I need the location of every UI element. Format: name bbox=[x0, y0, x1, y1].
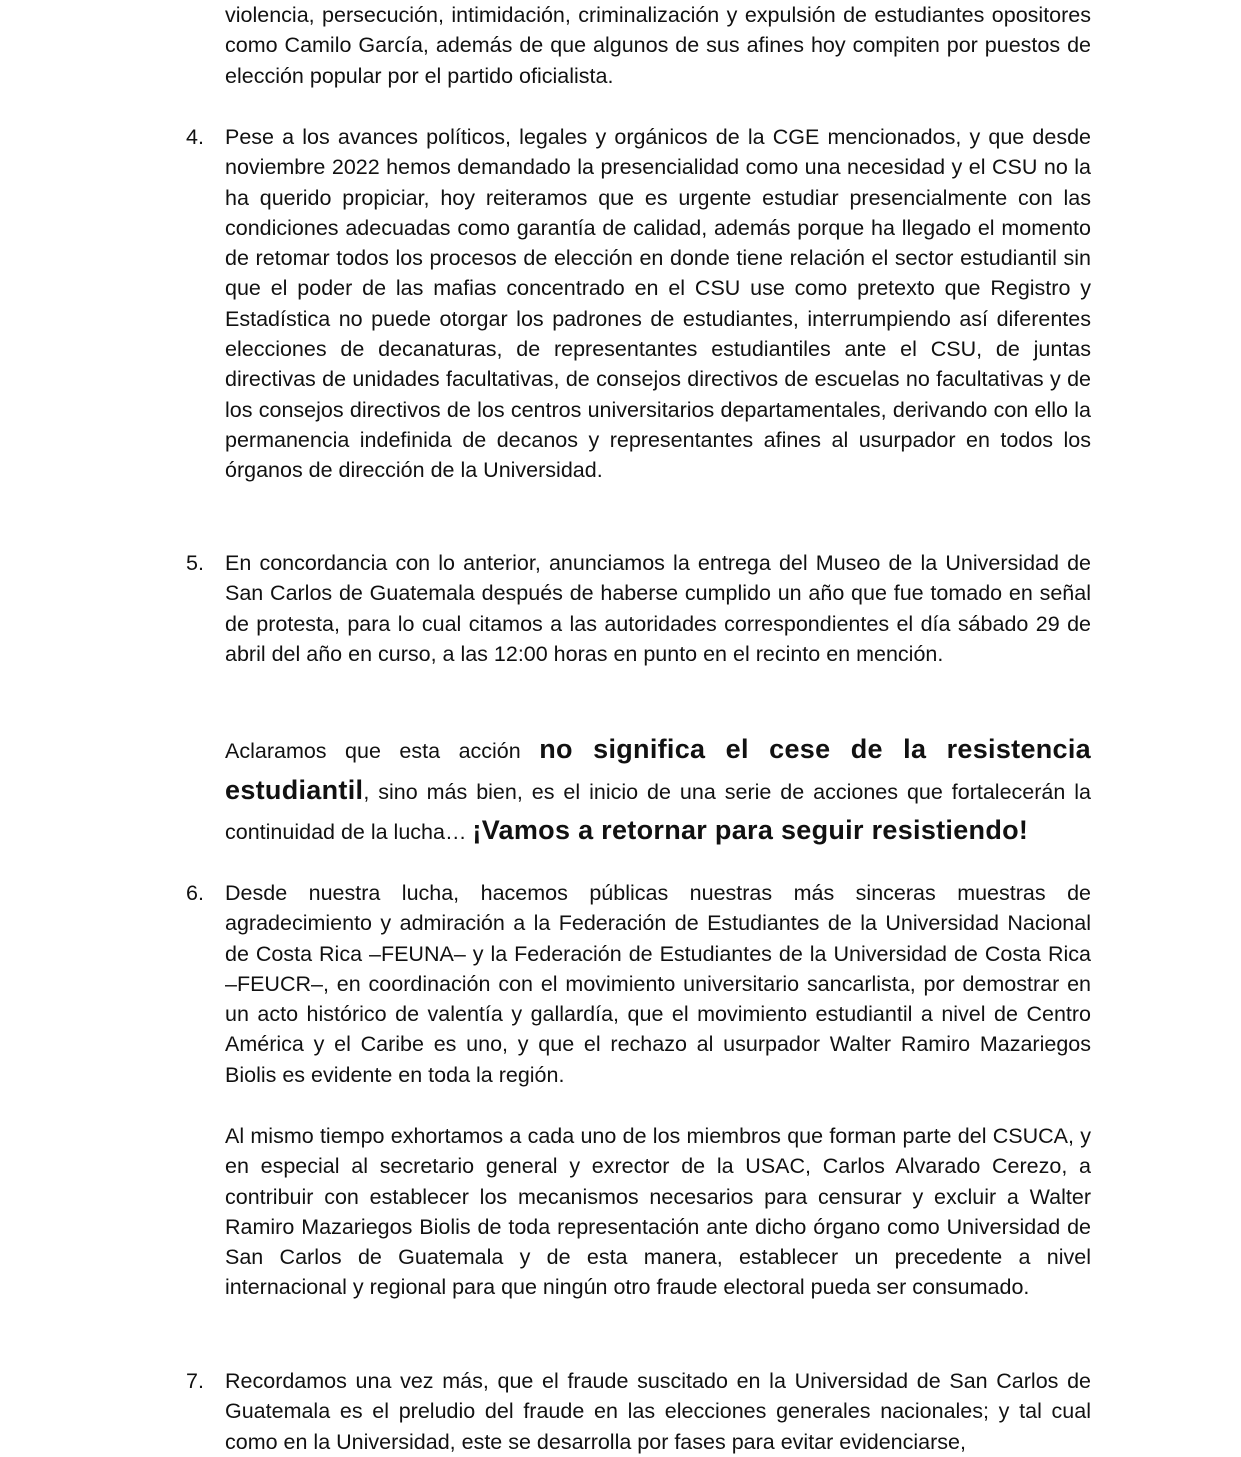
item-6-paragraph: Desde nuestra lucha, hacemos públicas nuestras más sinceras muestras de agradecimiento y admiración a la Federación de Estudiantes de la Universidad Nacional de Costa Rica –FEUNA– y la Federación de Estudiantes de la Universidad de Costa Rica –FEUCR–, en coordinación con el movimiento universitario sancarlista, por demostrar en un acto histórico de valentía y gallardía, que el movimiento estudiantil a nivel de Centro América y el Caribe es uno, y que el rechazo al usurpador Walter Ramiro Mazariegos Biolis es evidente en toda la región. bbox=[225, 881, 1091, 1087]
item-6-followup-paragraph: Al mismo tiempo exhortamos a cada uno de los miembros que forman parte del CSUCA, y en especial al secretario general y exrector de la USAC, Carlos Alvarado Cerezo, a contribuir con establecer los mecanismos necesarios para censurar y excluir a Walter Ramiro Mazariegos Biolis de toda representación ante dicho órgano como Universidad de San Carlos de Guatemala y de esta manera, establecer un precedente a nivel internacional y regional para que ningún otro fraude electoral pueda ser consumado. bbox=[225, 1124, 1091, 1300]
item-4-paragraph: Pese a los avances políticos, legales y orgánicos de la CGE mencionados, y que desde noviembre 2022 hemos demandado la presencialidad como una necesidad y el CSU no la ha querido propiciar, hoy reiteramos que es urgente estudiar presencialmente con las condiciones adecuadas como garantía de calidad, además porque ha llegado el momento de retomar todos los procesos de elección en donde tiene relación el sector estudiantil sin que el poder de las mafias concentrado en el CSU use como pretexto que Registro y Estadística no puede otorgar los padrones de estudiantes, interrumpiendo así diferentes elecciones de decanaturas, de representantes estudiantiles ante el CSU, de juntas directivas de unidades facultativas, de consejos directivos de escuelas no facultativas y de los consejos directivos de los centros universitarios departamentales, derivando con ello la permanencia indefinida de decanos y representantes afines al usurpador en todos los órganos de dirección de la Universidad. bbox=[225, 125, 1091, 483]
intro-paragraph: violencia, persecución, intimidación, criminalización y expulsión de estudiantes opositores como Camilo García, además de que algunos de sus afines hoy compiten por puestos de elección popular por el partido oficialista. bbox=[225, 3, 1091, 88]
clarification-text-2: , sino más bien, es el inicio de una serie de acciones que fortalecerán la continuidad de la lucha… bbox=[225, 779, 1091, 844]
item-5-paragraph: En concordancia con lo anterior, anunciamos la entrega del Museo de la Universidad de San Carlos de Guatemala después de haberse cumplido un año que fue tomado en señal de protesta, para lo cual citamos a las autoridades correspondientes el día sábado 29 de abril del año en curso, a las 12:00 horas en punto en el recinto en mención. bbox=[225, 551, 1091, 666]
clarification-emphasis-1: no significa el cese de la resistencia estudiantil bbox=[225, 734, 1091, 805]
clarification-emphasis-2: ¡Vamos a retornar para seguir resistiendo! bbox=[472, 815, 1029, 845]
item-number-7: 7. bbox=[186, 1369, 204, 1393]
item-number-4: 4. bbox=[186, 125, 204, 149]
item-number-6: 6. bbox=[186, 881, 204, 905]
item-5-clarification bbox=[225, 730, 1091, 852]
clarification-text-1: Aclaramos que esta acción bbox=[225, 739, 540, 763]
item-number-5: 5. bbox=[186, 551, 204, 575]
item-7-paragraph: Recordamos una vez más, que el fraude suscitado en la Universidad de San Carlos de Guatemala es el preludio del fraude en las elecciones generales nacionales; y tal cual como en la Universidad, este se desarrolla por fases para evitar evidenciarse, bbox=[225, 1369, 1091, 1454]
